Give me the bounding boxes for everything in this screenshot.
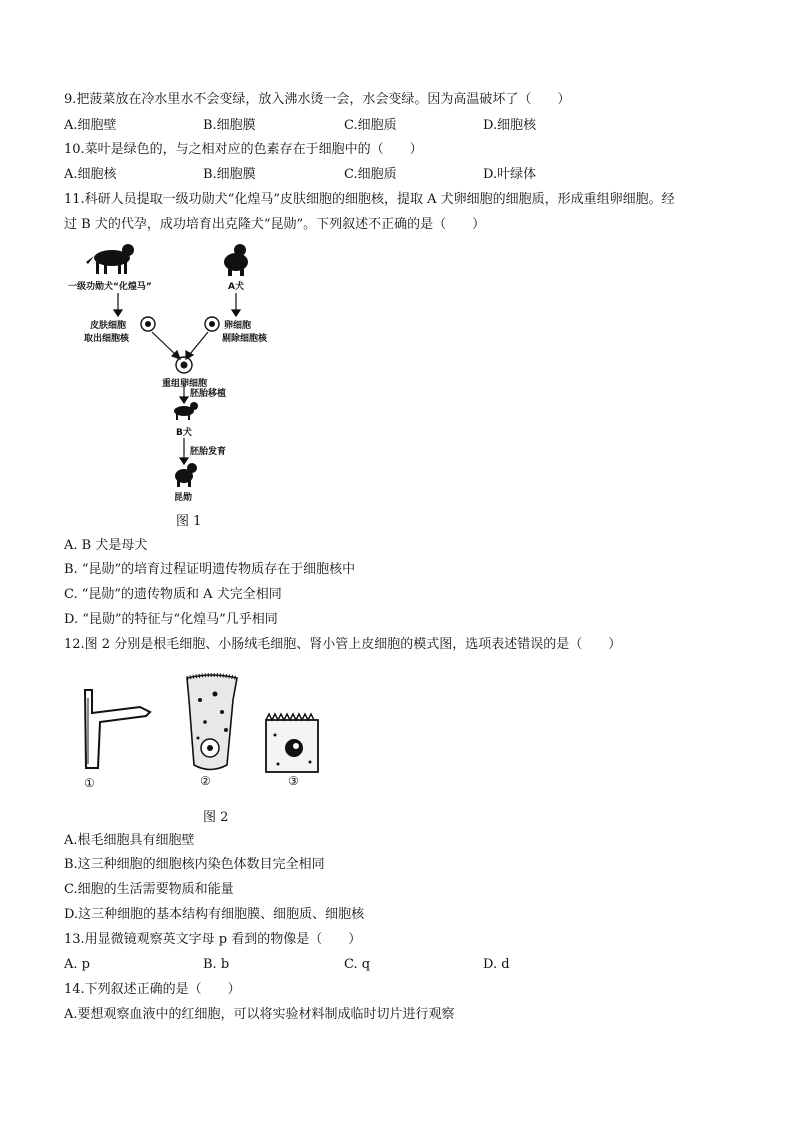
q12-option-a: A.根毛细胞具有细胞壁 [64,833,195,848]
q10-option-d: D.叶绿体 [483,167,537,182]
q11-option-a: A. B 犬是母犬 [64,538,148,553]
q13-option-b: B. b [203,957,230,972]
result-dog-icon [175,463,197,487]
q9-stem: 9.把菠菜放在冷水里水不会变绿，放入沸水烫一会，水会变绿。因为高温破坏了（ ） [64,92,571,107]
skin-cell-label: 皮肤细胞 [90,321,127,331]
q13-option-d: D. d [483,957,510,972]
remove-egg-nucleus-label: 剔除细胞核 [222,334,268,344]
q11-stem-line2: 过 B 犬的代孕，成功培育出克隆犬“昆勋”。下列叙述不正确的是（ ） [64,217,486,232]
q13-stem: 13.用显微镜观察英文字母 p 看到的物像是（ ） [64,932,362,947]
donor-dog-icon [86,244,134,274]
q9-option-a: A.细胞壁 [64,118,117,133]
egg-cell-icon [205,317,219,331]
q12-option-c: C.细胞的生活需要物质和能量 [64,882,234,897]
q10-option-c: C.细胞质 [344,167,397,182]
tubule-cell-icon [266,714,318,772]
figure-2-label-2: ② [200,774,211,788]
villus-cell-icon [187,675,237,770]
q11-option-c: C. “昆勋”的遗传物质和 A 犬完全相同 [64,587,282,602]
figure-2-label-1: ① [84,776,95,790]
a-dog-label: A犬 [228,282,244,292]
q11-option-b: B. “昆勋”的培育过程证明遗传物质存在于细胞核中 [64,562,356,577]
a-dog-icon [224,244,248,276]
figure-2-caption: 图 2 [203,810,229,825]
q13-option-c: C. q [344,957,371,972]
donor-dog-label: 一级功勋犬“化煌马” [68,282,152,292]
remove-nucleus-label: 取出细胞核 [84,334,130,344]
q9-option-c: C.细胞质 [344,118,397,133]
q12-option-d: D.这三种细胞的基本结构有细胞膜、细胞质、细胞核 [64,907,365,922]
q12-stem: 12.图 2 分别是根毛细胞、小肠绒毛细胞、肾小管上皮细胞的模式图，选项表述错误的是（ ） [64,637,622,652]
recombined-cell-label: 重组卵细胞 [162,379,208,389]
figure-2-label-3: ③ [288,774,299,788]
b-dog-label: B犬 [176,428,192,438]
q11-option-d: D. “昆勋”的特征与“化煌马”几乎相同 [64,612,278,627]
q12-option-b: B.这三种细胞的细胞核内染色体数目完全相同 [64,857,325,872]
q14-stem: 14.下列叙述正确的是（ ） [64,982,241,997]
skin-cell-icon [141,317,155,331]
q9-option-b: B.细胞膜 [203,118,256,133]
embryo-develop-label: 胚胎发育 [190,447,227,457]
q9-option-d: D.细胞核 [483,118,537,133]
q10-stem: 10.菜叶是绿色的，与之相对应的色素存在于细胞中的（ ） [64,142,423,157]
result-dog-label: 昆勋 [174,493,193,503]
recombined-cell-icon [176,357,192,373]
root-hair-cell-icon [85,690,150,768]
q14-option-a: A.要想观察血液中的红细胞，可以将实验材料制成临时切片进行观察 [64,1007,455,1022]
q11-stem-line1: 11.科研人员提取一级功勋犬“化煌马”皮肤细胞的细胞核，提取 A 犬卵细胞的细胞质，形成重组卵细胞。经 [64,192,675,207]
embryo-transfer-label: 胚胎移植 [190,389,227,399]
q13-option-a: A. p [64,957,90,972]
q10-option-a: A.细胞核 [64,167,117,182]
egg-cell-label: 卵细胞 [224,321,252,331]
figure-1-caption: 图 1 [176,514,202,529]
b-dog-icon [174,402,198,420]
q10-option-b: B.细胞膜 [203,167,256,182]
